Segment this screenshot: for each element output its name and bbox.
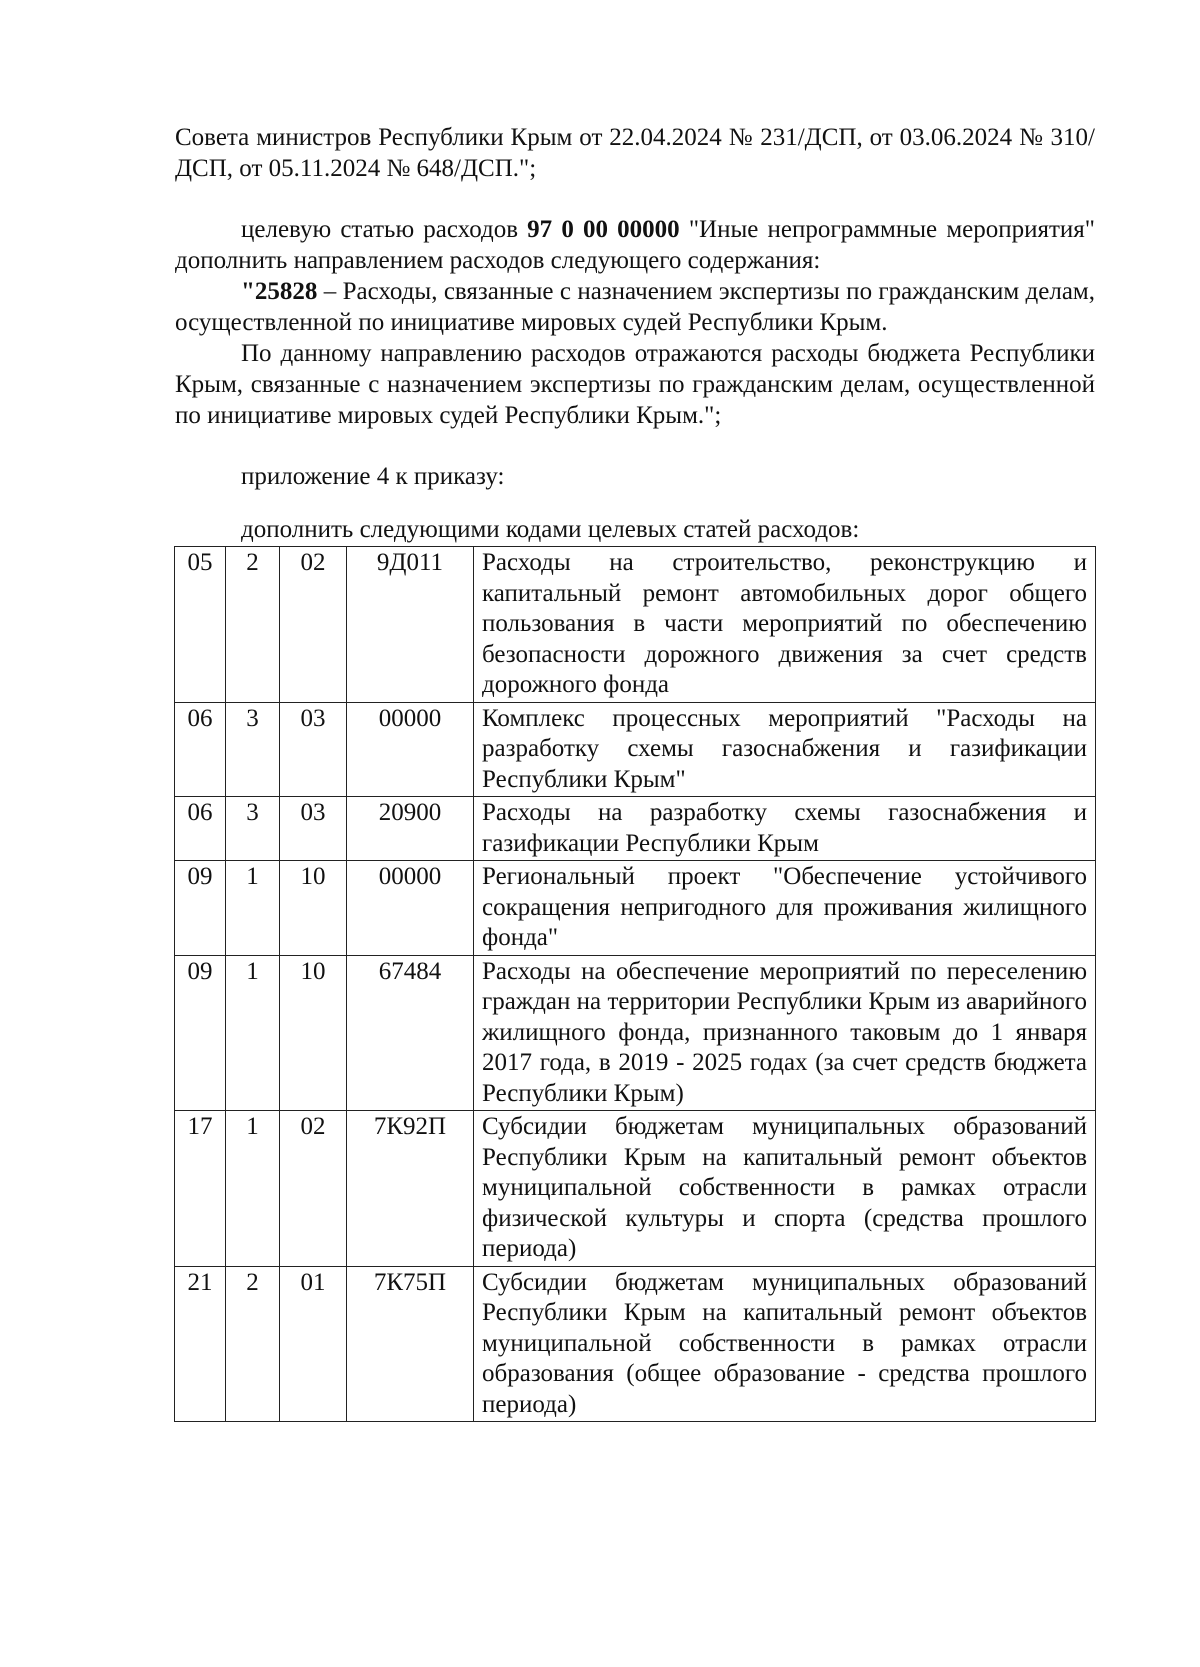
cell-code-main: 03 bbox=[280, 702, 347, 797]
cell-code-program: 05 bbox=[175, 547, 226, 703]
cell-code-direction: 7К75П bbox=[347, 1266, 474, 1422]
cell-description: Субсидии бюджетам муниципальных образований Республики Крым на капитальный ремонт объектов муниципальной собственности в рамках отрасли образования (общее образование - средства прошлого периода) bbox=[474, 1266, 1096, 1422]
direction-text: – Расходы, связанные с назначением экспертизы по гражданским делам, осуществленной по инициативе мировых судей Республики Крым. bbox=[175, 278, 1095, 336]
direction-code: "25828 bbox=[241, 278, 318, 305]
table-body bbox=[175, 547, 1096, 1422]
paragraph-continuation: Совета министров Республики Крым от 22.04.2024 № 231/ДСП, от 03.06.2024 № 310/ДСП, от 05.11.2024 № 648/ДСП."; bbox=[175, 124, 1095, 182]
cell-code-main: 03 bbox=[280, 797, 347, 861]
cell-code-subprogram: 1 bbox=[226, 861, 280, 956]
cell-code-direction: 20900 bbox=[347, 797, 474, 861]
cell-description: Субсидии бюджетам муниципальных образований Республики Крым на капитальный ремонт объектов муниципальной собственности в рамках отрасли физической культуры и спорта (средства прошлого периода) bbox=[474, 1111, 1096, 1267]
cell-code-subprogram: 1 bbox=[226, 955, 280, 1111]
cell-code-program: 06 bbox=[175, 702, 226, 797]
table-row bbox=[175, 797, 1096, 861]
table-row bbox=[175, 1266, 1096, 1422]
target-code: 97 0 00 00000 bbox=[527, 216, 680, 243]
cell-code-program: 17 bbox=[175, 1111, 226, 1267]
cell-description: Региональный проект "Обеспечение устойчивого сокращения непригодного для проживания жилищного фонда" bbox=[474, 861, 1096, 956]
paragraph-target-article bbox=[175, 214, 1095, 276]
cell-code-main: 10 bbox=[280, 955, 347, 1111]
cell-description: Расходы на разработку схемы газоснабжения и газификации Республики Крым bbox=[474, 797, 1096, 861]
cell-code-direction: 7К92П bbox=[347, 1111, 474, 1267]
cell-code-program: 06 bbox=[175, 797, 226, 861]
cell-code-direction: 9Д011 bbox=[347, 547, 474, 703]
paragraph-supplement: дополнить следующими кодами целевых статей расходов: bbox=[241, 516, 860, 543]
target-prefix: целевую статью расходов bbox=[241, 216, 528, 243]
table-row bbox=[175, 702, 1096, 797]
cell-code-main: 10 bbox=[280, 861, 347, 956]
table-row bbox=[175, 861, 1096, 956]
cell-description: Расходы на обеспечение мероприятий по переселению граждан на территории Республики Крым из аварийного жилищного фонда, признанного таковым до 1 января 2017 года, в 2019 - 2025 годах (за счет средств бюджета Республики Крым) bbox=[474, 955, 1096, 1111]
paragraph-direction bbox=[175, 276, 1095, 338]
document-page bbox=[175, 122, 1095, 1422]
cell-description: Расходы на строительство, реконструкцию и капитальный ремонт автомобильных дорог общего пользования в части мероприятий по обеспечению безопасности дорожного движения за счет средств дорожного фонда bbox=[474, 547, 1096, 703]
cell-code-direction: 67484 bbox=[347, 955, 474, 1111]
cell-code-program: 21 bbox=[175, 1266, 226, 1422]
cell-code-main: 02 bbox=[280, 1111, 347, 1267]
table-row bbox=[175, 1111, 1096, 1267]
target-suffix: "Иные непрограммные мероприятия" дополнить направлением расходов следующего содержания: bbox=[175, 216, 1095, 274]
cell-description: Комплекс процессных мероприятий "Расходы на разработку схемы газоснабжения и газификации Республики Крым" bbox=[474, 702, 1096, 797]
table-row bbox=[175, 955, 1096, 1111]
paragraph-direction-note: По данному направлению расходов отражаются расходы бюджета Республики Крым, связанные с назначением экспертизы по гражданским делам, осуществленной по инициативе мировых судей Республики Крым."; bbox=[175, 340, 1095, 429]
cell-code-program: 09 bbox=[175, 861, 226, 956]
cell-code-subprogram: 2 bbox=[226, 547, 280, 703]
cell-code-program: 09 bbox=[175, 955, 226, 1111]
cell-code-direction: 00000 bbox=[347, 861, 474, 956]
target-codes-table bbox=[174, 546, 1096, 1422]
cell-code-subprogram: 3 bbox=[226, 797, 280, 861]
cell-code-subprogram: 1 bbox=[226, 1111, 280, 1267]
paragraph-appendix: приложение 4 к приказу: bbox=[241, 463, 505, 490]
table-row bbox=[175, 547, 1096, 703]
cell-code-main: 01 bbox=[280, 1266, 347, 1422]
cell-code-subprogram: 3 bbox=[226, 702, 280, 797]
cell-code-main: 02 bbox=[280, 547, 347, 703]
cell-code-subprogram: 2 bbox=[226, 1266, 280, 1422]
cell-code-direction: 00000 bbox=[347, 702, 474, 797]
